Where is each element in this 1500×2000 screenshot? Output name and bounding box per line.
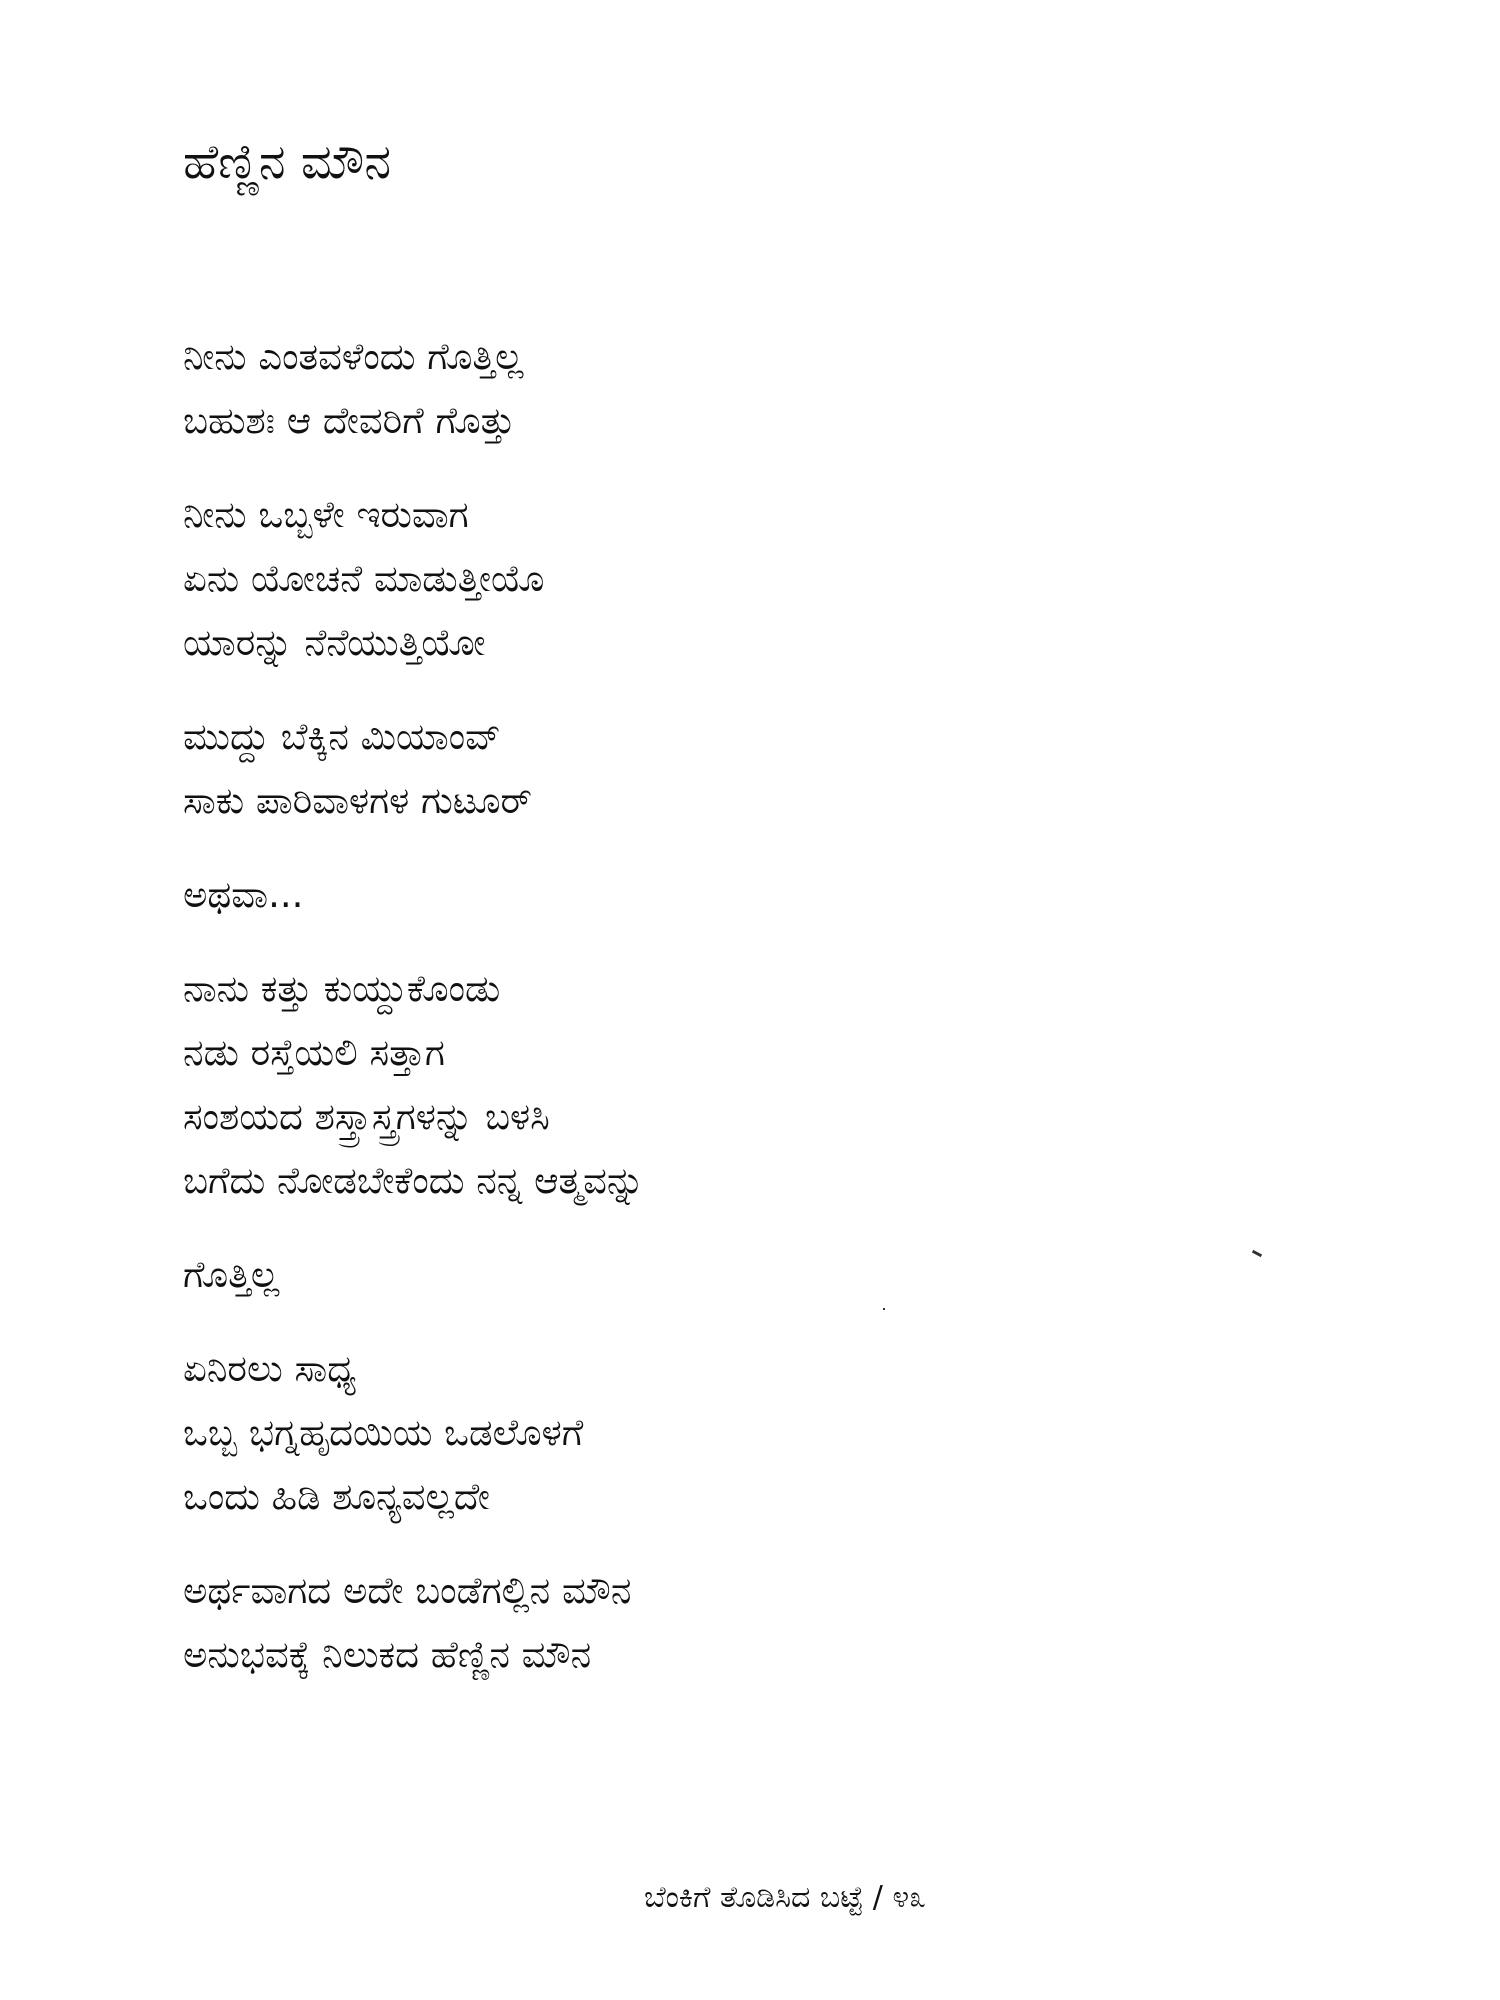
- poem-line: ನಡು ರಸ್ತೆಯಲಿ ಸತ್ತಾಗ: [183, 1031, 445, 1074]
- poem-line: ಅರ್ಥವಾಗದ ಅದೇ ಬಂಡೆಗಲ್ಲಿನ ಮೌನ: [183, 1569, 632, 1612]
- stanza: [183, 325, 1283, 453]
- stanza: [183, 957, 1283, 1213]
- stanza: [183, 1337, 1283, 1529]
- poem-line: ಗೊತ್ತಿಲ್ಲ: [183, 1253, 280, 1296]
- poem-line: ಒಬ್ಬ ಭಗ್ನಹೃದಯಿಯ ಒಡಲೊಳಗೆ: [183, 1411, 584, 1454]
- poem-line: ಏನು ಯೋಚನೆ ಮಾಡುತ್ತೀಯೊ: [183, 557, 545, 600]
- poem-line: ನೀನು ಒಬ್ಬಳೇ ಇರುವಾಗ: [183, 493, 469, 536]
- poem-line: ಏನಿರಲು ಸಾಧ್ಯ: [183, 1347, 357, 1390]
- poem-line: ಮುದ್ದು ಬೆಕ್ಕಿನ ಮಿಯಾಂವ್: [183, 715, 501, 758]
- poem-line: ಅಥವಾ...: [183, 873, 304, 916]
- poem-line: ಯಾರನ್ನು ನೆನೆಯುತ್ತಿಯೋ: [183, 621, 486, 664]
- stanza: [183, 705, 1283, 833]
- page-footer: [0, 1878, 1500, 1918]
- poem-line: ನಾನು ಕತ್ತು ಕುಯ್ದುಕೊಂಡು: [183, 967, 501, 1010]
- scan-speck: [883, 1308, 885, 1310]
- stanza: [183, 1559, 1283, 1687]
- stanza: [183, 863, 1283, 927]
- poem-line: ಸಾಕು ಪಾರಿವಾಳಗಳ ಗುಟೂರ್: [183, 779, 533, 822]
- poem-line: ಸಂಶಯದ ಶಸ್ತ್ರಾಸ್ತ್ರಗಳನ್ನು ಬಳಸಿ: [183, 1095, 550, 1138]
- poem-line: ಬಹುಶಃ ಆ ದೇವರಿಗೆ ಗೊತ್ತು: [183, 399, 516, 442]
- poem-line: ಬಗೆದು ನೋಡಬೇಕೆಂದು ನನ್ನ ಆತ್ಮವನ್ನು: [183, 1159, 645, 1202]
- poem-body: [183, 325, 1283, 1717]
- poem-line: ಒಂದು ಹಿಡಿ ಶೂನ್ಯವಲ್ಲದೇ: [183, 1475, 490, 1518]
- footer-text: ಬೆಂಕಿಗೆ ತೊಡಿಸಿದ ಬಟ್ಟೆ / ೪೩: [643, 1880, 927, 1915]
- stanza: [183, 483, 1283, 675]
- stanza: [183, 1243, 1283, 1307]
- poem-line: ಅನುಭವಕ್ಕೆ ನಿಲುಕದ ಹೆಣ್ಣಿನ ಮೌನ: [183, 1633, 592, 1676]
- poem-line: ನೀನು ಎಂತವಳೆಂದು ಗೊತ್ತಿಲ್ಲ: [183, 335, 524, 378]
- poem-title: ಹೆಣ್ಣಿನ ಮೌನ: [183, 134, 392, 190]
